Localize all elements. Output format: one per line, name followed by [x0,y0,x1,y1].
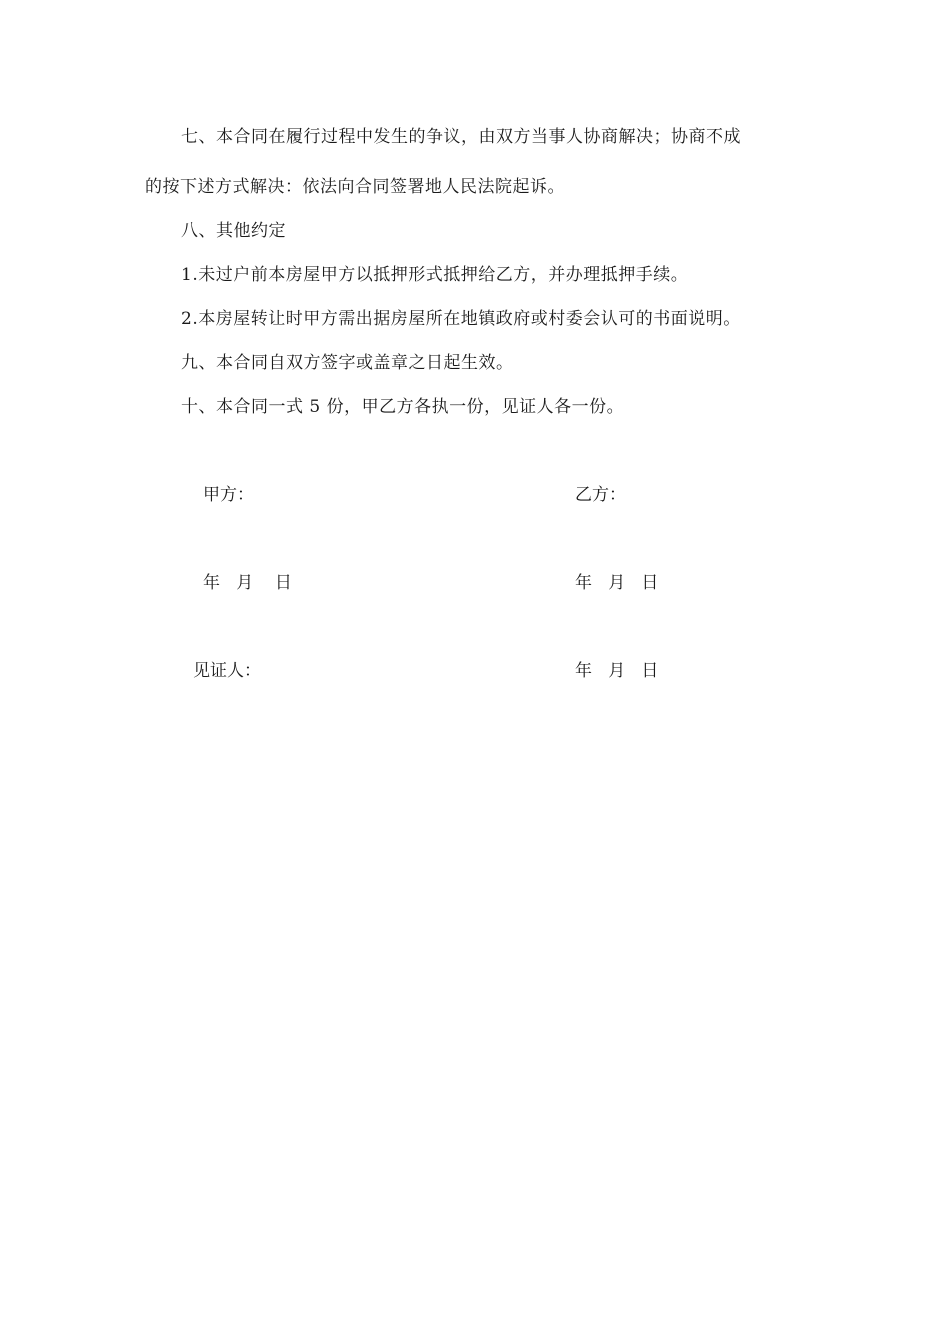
clause-7-line-1: 七、本合同在履行过程中发生的争议，由双方当事人协商解决；协商不成 [181,127,741,147]
clause-9: 九、本合同自双方签字或盖章之日起生效。 [181,353,514,373]
clause-10: 十、本合同一式 5 份，甲乙方各执一份，见证人各一份。 [181,397,625,417]
party-b-label: 乙方： [575,485,626,505]
clause-8-item-1: 1.未过户前本房屋甲方以抵押形式抵押给乙方，并办理抵押手续。 [181,265,689,285]
witness-date: 年 月 日 [575,661,659,681]
clause-7-line-2: 的按下述方式解决：依法向合同签署地人民法院起诉。 [145,177,565,197]
witness-label: 见证人： [193,661,261,681]
party-a-label: 甲方： [203,485,254,505]
clause-8-item-2: 2.本房屋转让时甲方需出据房屋所在地镇政府或村委会认可的书面说明。 [181,309,741,329]
party-b-date: 年 月 日 [575,573,659,593]
clause-8-title: 八、其他约定 [181,221,286,241]
party-a-date: 年 月 日 [203,573,292,593]
